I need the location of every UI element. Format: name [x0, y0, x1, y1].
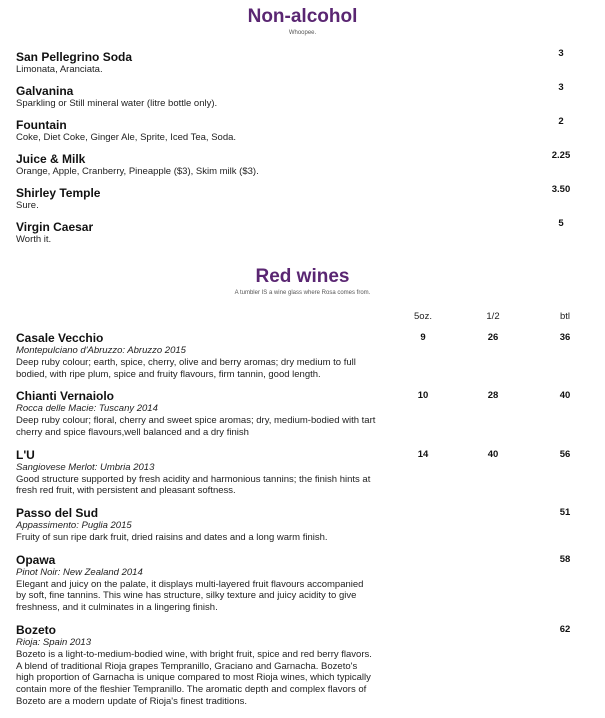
- item-description: Sparkling or Still mineral water (litre bottle only).: [16, 98, 218, 109]
- wine-price-half: 28: [487, 390, 499, 402]
- item-name: Galvanina: [16, 84, 74, 98]
- item-price: 5: [558, 218, 564, 229]
- red-wine-list: [16, 332, 576, 718]
- menu-item: [16, 184, 576, 221]
- section-subtitle-red-wines: A tumbler IS a wine glass where Rosa comes from.: [234, 290, 371, 296]
- wine-description: Deep ruby colour; earth, spice, cherry, olive and berry aromas; dry medium to full bodied, with ripe plum, spice and fruity flavours, firm tannin, good length.: [16, 356, 356, 380]
- wine-price-bottle: 36: [559, 332, 571, 343]
- wine-price-5oz: 9: [420, 332, 426, 343]
- section-subtitle-non-alcohol: Whoopee.: [288, 30, 317, 36]
- wine-item: [16, 624, 576, 708]
- item-description: Limonata, Aranciata.: [16, 64, 103, 75]
- wine-description: Elegant and juicy on the palate, it displays multi-layered fruit flavours accompanied by soft, fine tannins. This wine has structure, silky texture and juicy acidity to give freshness, and it culminates in a lingering finish.: [16, 578, 364, 614]
- wine-description: Good structure supported by fresh acidity and harmonious tannins; the finish hints at fresh red fruit, with persistent and pleasant softness.: [16, 473, 371, 497]
- item-description: Orange, Apple, Cranberry, Pineapple ($3), Skim milk ($3).: [16, 166, 259, 177]
- wine-name: Casale Vecchio: [16, 331, 104, 345]
- wine-description: Deep ruby colour; floral, cherry and sweet spice aromas; dry, medium-bodied with tart cherry and spice flavours,well balanced and a dry finish: [16, 415, 376, 438]
- wine-origin: Montepulciano d'Abruzzo: Abruzzo 2015: [16, 345, 186, 356]
- non-alcohol-list: [16, 48, 576, 255]
- column-header-half: 1/2: [486, 311, 500, 322]
- wine-price-bottle: 51: [559, 507, 571, 519]
- wine-origin: Rocca delle Macie: Tuscany 2014: [16, 403, 158, 415]
- wine-origin: Appassimento: Puglia 2015: [16, 520, 132, 532]
- item-name: Juice & Milk: [16, 152, 86, 166]
- wine-price-bottle: 62: [559, 623, 571, 635]
- item-price: 2.25: [551, 150, 571, 161]
- wine-price-bottle: 58: [559, 553, 571, 565]
- menu-item: [16, 218, 576, 255]
- menu-item: [16, 48, 576, 85]
- item-price: 2: [558, 116, 564, 127]
- wine-item: [16, 507, 576, 544]
- wine-price-half: 26: [487, 332, 499, 343]
- menu-item: [16, 116, 576, 153]
- menu-item: [16, 82, 576, 119]
- wine-item: [16, 554, 576, 614]
- wine-name: L'U: [16, 447, 35, 462]
- item-description: Coke, Diet Coke, Ginger Ale, Sprite, Iced Tea, Soda.: [16, 132, 237, 143]
- wine-name: Chianti Vernaiolo: [16, 389, 115, 404]
- wine-origin: Sangiovese Merlot: Umbria 2013: [16, 461, 155, 473]
- column-header-bottle: btl: [559, 311, 571, 322]
- item-price: 3: [558, 48, 564, 59]
- wine-item: [16, 332, 576, 380]
- wine-description: Fruity of sun ripe dark fruit, dried raisins and dates and a long warm finish.: [16, 531, 328, 543]
- item-description: Sure.: [16, 200, 39, 211]
- menu-item: [16, 150, 576, 187]
- item-name: Fountain: [16, 118, 67, 132]
- wine-name: Opawa: [16, 552, 56, 567]
- wine-price-bottle: 56: [559, 448, 571, 460]
- column-header-5oz: 5oz.: [414, 311, 432, 322]
- wine-origin: Rioja: Spain 2013: [16, 636, 91, 648]
- section-title-non-alcohol: Non-alcohol: [247, 6, 358, 27]
- wine-description: Bozeto is a light-to-medium-bodied wine, with bright fruit, spice and red berry flavors. A blend of traditional Rioja grapes Tempranillo, Graciano and Garnacha. Bozeto's high proportion of Garnacha is unique compared to most Rioja wines, which typically contain more of the fleshier Tempranillo. The aromatic depth and complex flavors of Bozeto are a modern update of Rioja's finest traditions.: [16, 648, 372, 707]
- wine-price-bottle: 40: [559, 390, 571, 402]
- item-price: 3: [558, 82, 564, 93]
- wine-origin: Pinot Noir: New Zealand 2014: [16, 566, 143, 578]
- wine-price-5oz: 14: [417, 448, 429, 460]
- item-price: 3.50: [551, 184, 571, 195]
- section-title-red-wines: Red wines: [255, 266, 350, 287]
- wine-name: Bozeto: [16, 622, 56, 637]
- wine-price-5oz: 10: [417, 390, 429, 402]
- item-name: Shirley Temple: [16, 186, 101, 200]
- wine-price-half: 40: [487, 448, 499, 460]
- item-name: San Pellegrino Soda: [16, 50, 133, 64]
- wine-name: Passo del Sud: [16, 506, 99, 521]
- wine-item: [16, 390, 576, 438]
- item-description: Worth it.: [16, 234, 52, 245]
- wine-item: [16, 449, 576, 497]
- item-name: Virgin Caesar: [16, 220, 94, 234]
